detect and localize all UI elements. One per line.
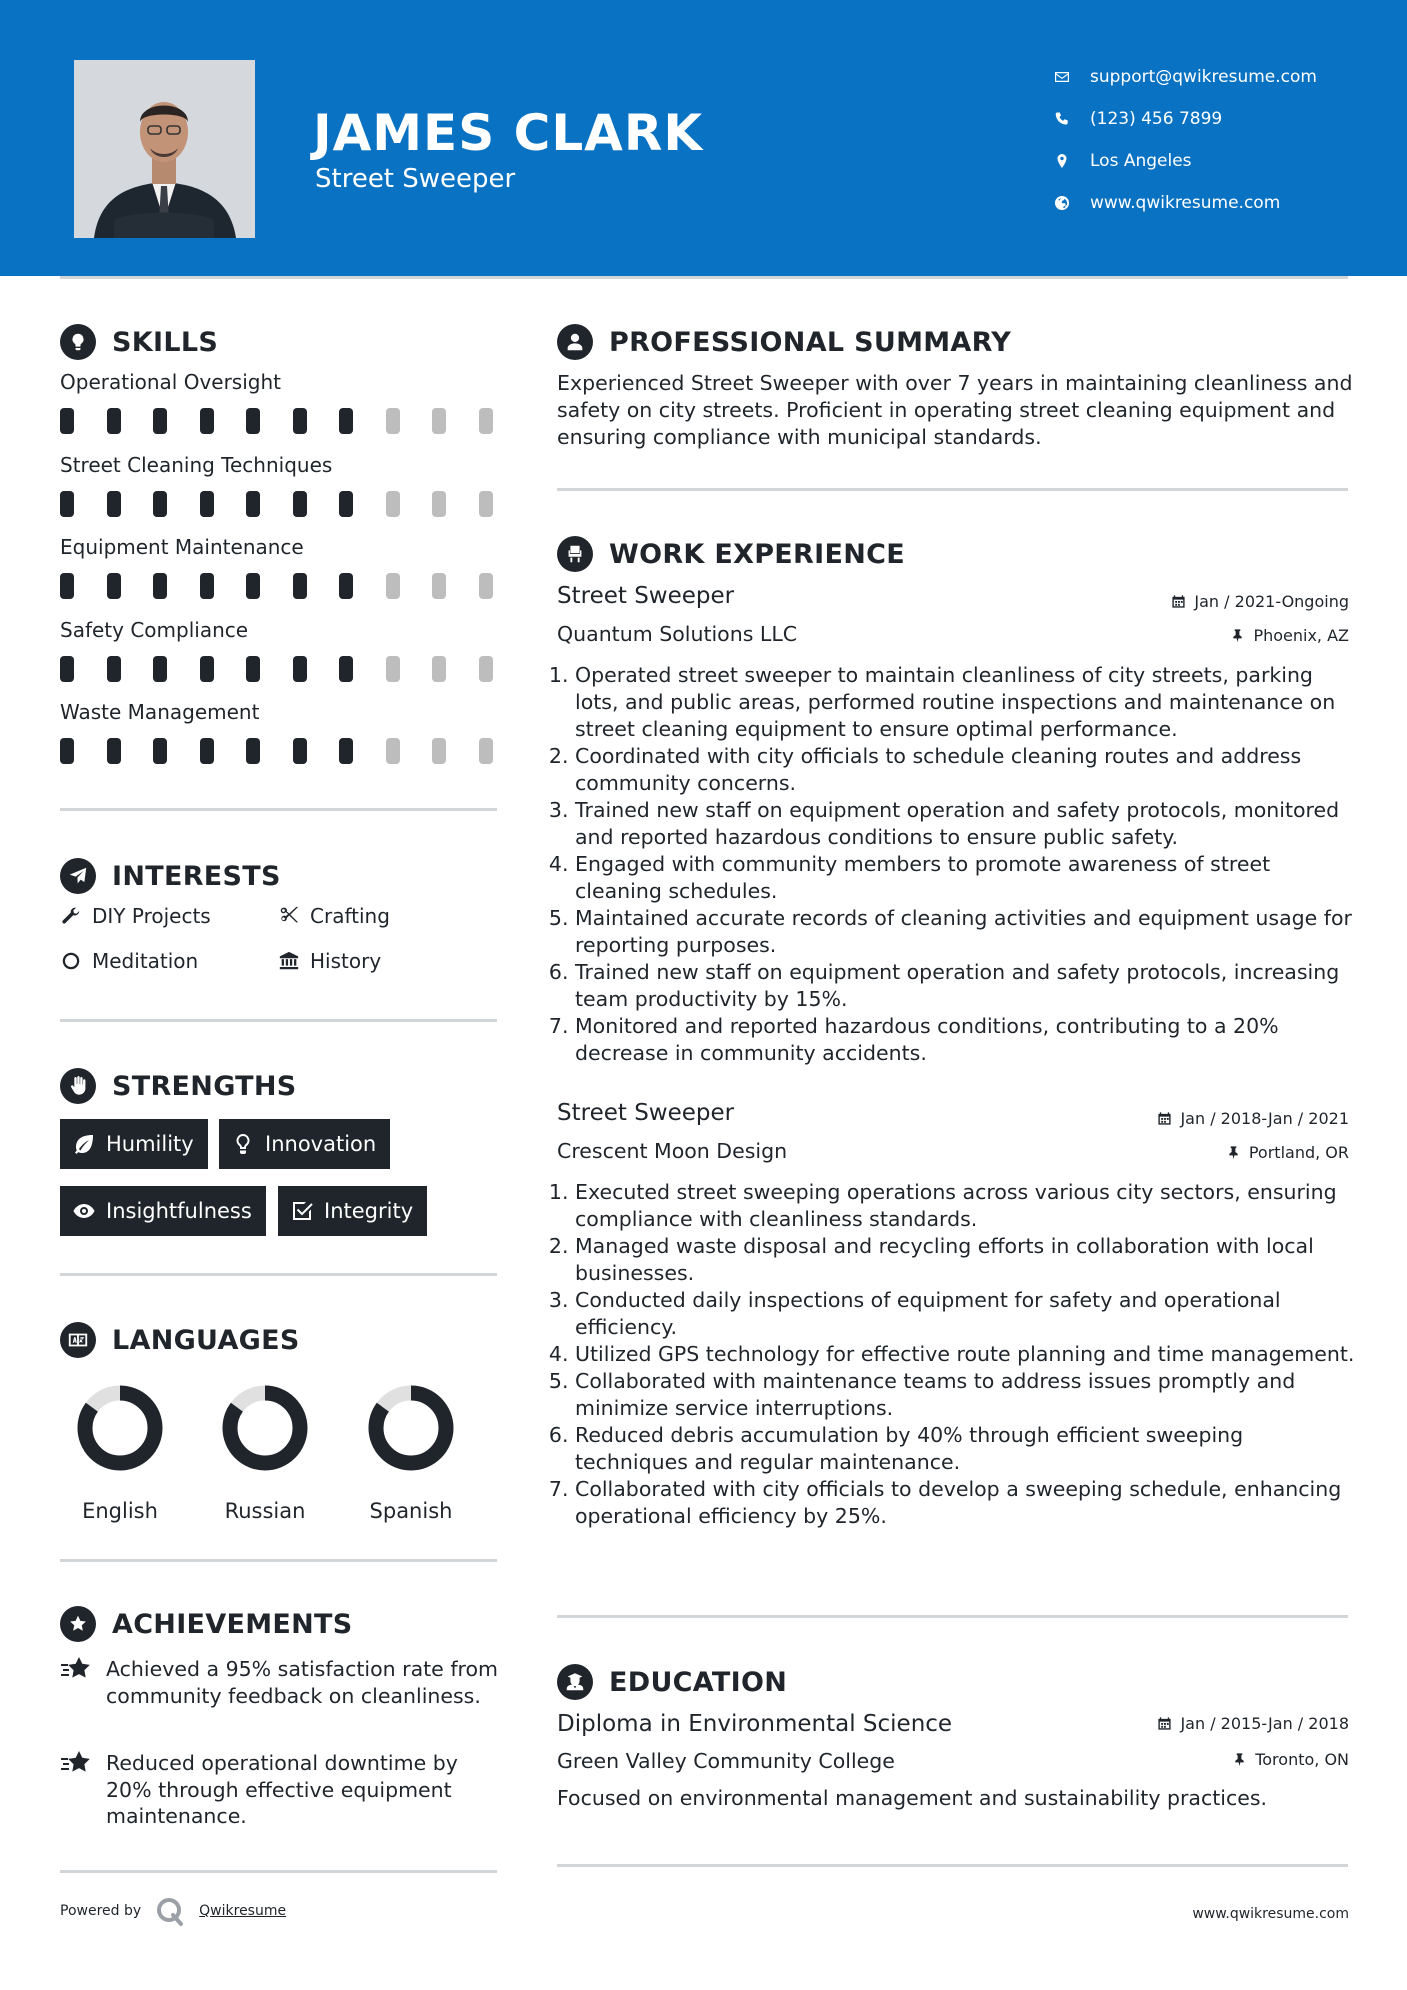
language-spanish-donut bbox=[366, 1383, 456, 1473]
summary-heading-text: PROFESSIONAL SUMMARY bbox=[609, 326, 1012, 358]
job-location bbox=[1226, 1143, 1349, 1162]
job-bullet: 2. Managed waste disposal and recycling efforts in collaboration with local businesses. bbox=[575, 1233, 1356, 1287]
language-name: English bbox=[82, 1499, 158, 1523]
profile-photo-image bbox=[74, 60, 255, 238]
circle-icon bbox=[60, 950, 82, 972]
job-bullet: 3. Conducted daily inspections of equipment for safety and operational efficiency. bbox=[575, 1287, 1356, 1341]
profile-photo bbox=[74, 60, 255, 238]
contact-list bbox=[1054, 56, 1384, 224]
skill-segment-empty bbox=[386, 573, 400, 599]
language-russian-donut bbox=[220, 1383, 310, 1473]
skill-name: Waste Management bbox=[60, 700, 260, 724]
job-bullet: 4. Utilized GPS technology for effective route planning and time management. bbox=[575, 1341, 1356, 1368]
interests-heading bbox=[60, 858, 281, 894]
language-spanish bbox=[336, 1383, 486, 1523]
skill-segment-filled bbox=[246, 573, 260, 599]
candidate-name: JAMES CLARK bbox=[313, 104, 704, 162]
achievements-heading bbox=[60, 1606, 353, 1642]
footer-website[interactable]: www.qwikresume.com bbox=[1192, 1906, 1349, 1922]
achievement-text: Achieved a 95% satisfaction rate from community feedback on cleanliness. bbox=[106, 1657, 499, 1708]
skill-level-bar bbox=[60, 738, 500, 764]
skill-segment-filled bbox=[60, 738, 74, 764]
contact-email-text: support@qwikresume.com bbox=[1090, 67, 1317, 87]
skill-segment-filled bbox=[200, 656, 214, 682]
job-bullet: 7. Monitored and reported hazardous conditions, contributing to a 20% decrease in community accidents. bbox=[575, 1013, 1356, 1067]
globe-icon bbox=[1054, 193, 1090, 213]
contact-location-text: Los Angeles bbox=[1090, 151, 1192, 171]
skill-segment-filled bbox=[246, 491, 260, 517]
strength-label: Innovation bbox=[265, 1132, 377, 1156]
contact-website[interactable] bbox=[1054, 182, 1384, 224]
skill-name: Equipment Maintenance bbox=[60, 535, 304, 559]
skill-segment-filled bbox=[107, 573, 121, 599]
calendar-icon bbox=[1157, 1716, 1172, 1731]
skill-name: Street Cleaning Techniques bbox=[60, 452, 333, 477]
job-location-text: Phoenix, AZ bbox=[1253, 626, 1349, 645]
interest-label: Meditation bbox=[92, 949, 199, 973]
education-description: Focused on environmental management and sustainability practices. bbox=[557, 1786, 1268, 1810]
strength-chip-integrity bbox=[278, 1186, 427, 1236]
skill-segment-empty bbox=[432, 738, 446, 764]
user-icon bbox=[557, 324, 593, 360]
calendar-icon bbox=[1157, 1111, 1172, 1126]
qwikresume-logo-icon bbox=[155, 1896, 185, 1926]
hand-icon bbox=[60, 1068, 96, 1104]
scissors-icon bbox=[278, 905, 300, 927]
education-location-text: Toronto, ON bbox=[1255, 1750, 1349, 1769]
summary-text: Experienced Street Sweeper with over 7 years in maintaining cleanliness and safety on city streets. Proficient in operating street cleaning equipment and ensuring compliance with municipal standards. bbox=[557, 371, 1353, 449]
job-bullet: 3. Trained new staff on equipment operation and safety protocols, monitored and reported hazardous conditions to ensure public safety. bbox=[575, 797, 1356, 851]
skill-segment-filled bbox=[60, 573, 74, 599]
contact-phone-text: (123) 456 7899 bbox=[1090, 109, 1223, 129]
strengths-heading-text: STRENGTHS bbox=[112, 1070, 297, 1102]
languages-divider bbox=[60, 1559, 497, 1562]
skill-segment-empty bbox=[432, 656, 446, 682]
skill-segment-empty bbox=[432, 491, 446, 517]
interest-meditation bbox=[60, 949, 198, 973]
job-bullet: 1. Executed street sweeping operations across various city sectors, ensuring compliance with cleanliness standards. bbox=[575, 1179, 1356, 1233]
achievements-heading-text: ACHIEVEMENTS bbox=[112, 1608, 353, 1640]
graduate-icon bbox=[557, 1664, 593, 1700]
job-dates-text: Jan / 2021-Ongoing bbox=[1194, 592, 1349, 611]
job-location bbox=[1230, 626, 1349, 645]
skill-segment-filled bbox=[153, 408, 167, 434]
interest-label: DIY Projects bbox=[92, 904, 211, 928]
powered-by-text: Powered by bbox=[60, 1903, 142, 1919]
interests-heading-text: INTERESTS bbox=[112, 860, 281, 892]
skill-level-bar bbox=[60, 491, 500, 517]
skill-segment-empty bbox=[479, 738, 493, 764]
skill-segment-filled bbox=[107, 738, 121, 764]
envelope-icon bbox=[1054, 67, 1090, 87]
language-russian bbox=[190, 1383, 340, 1523]
skill-segment-empty bbox=[386, 656, 400, 682]
job-bullet: 2. Coordinated with city officials to schedule cleaning routes and address community concerns. bbox=[575, 743, 1356, 797]
phone-icon bbox=[1054, 109, 1090, 129]
skill-segment-filled bbox=[246, 656, 260, 682]
achievement-item bbox=[60, 1750, 500, 1830]
skill-segment-filled bbox=[293, 491, 307, 517]
language-icon bbox=[60, 1322, 96, 1358]
contact-website-text: www.qwikresume.com bbox=[1090, 193, 1281, 213]
skill-level-bar bbox=[60, 656, 500, 682]
skill-segment-filled bbox=[107, 491, 121, 517]
skill-segment-filled bbox=[107, 656, 121, 682]
skill-segment-filled bbox=[246, 738, 260, 764]
job-dates-text: Jan / 2018-Jan / 2021 bbox=[1180, 1109, 1349, 1128]
job-role: Street Sweeper bbox=[557, 583, 735, 609]
qwikresume-link[interactable]: Qwikresume bbox=[199, 1903, 287, 1919]
strength-chip-humility bbox=[60, 1119, 208, 1169]
star-badge-icon bbox=[60, 1606, 96, 1642]
skill-segment-filled bbox=[153, 573, 167, 599]
skills-heading bbox=[60, 324, 218, 360]
summary-divider bbox=[557, 488, 1348, 491]
candidate-title: Street Sweeper bbox=[315, 164, 516, 194]
achievements-divider bbox=[60, 1870, 497, 1873]
education-dates-text: Jan / 2015-Jan / 2018 bbox=[1180, 1714, 1349, 1733]
skill-level-bar bbox=[60, 408, 500, 434]
pushpin-icon bbox=[1230, 628, 1245, 643]
job-bullet: 6. Trained new staff on equipment operation and safety protocols, increasing team productivity by 15%. bbox=[575, 959, 1356, 1013]
skill-segment-filled bbox=[200, 491, 214, 517]
education-heading-text: EDUCATION bbox=[609, 1666, 788, 1698]
footer-powered-by bbox=[60, 1896, 286, 1926]
wrench-icon bbox=[60, 905, 82, 927]
job-bullet: 1. Operated street sweeper to maintain cleanliness of city streets, parking lots, and public areas, performed routine inspections and maintenance on street cleaning equipment to ensure optimal performance. bbox=[575, 662, 1356, 743]
strengths-divider bbox=[60, 1273, 497, 1276]
skill-segment-empty bbox=[386, 491, 400, 517]
skill-segment-filled bbox=[60, 408, 74, 434]
contact-phone[interactable] bbox=[1054, 98, 1384, 140]
education-location bbox=[1232, 1750, 1349, 1769]
interest-label: Crafting bbox=[310, 904, 390, 928]
skill-segment-filled bbox=[246, 408, 260, 434]
skill-segment-filled bbox=[153, 656, 167, 682]
strength-label: Integrity bbox=[324, 1199, 414, 1223]
education-heading bbox=[557, 1664, 787, 1700]
skill-segment-empty bbox=[432, 408, 446, 434]
job-company: Crescent Moon Design bbox=[557, 1139, 788, 1163]
strength-chip-insightfulness bbox=[60, 1186, 266, 1236]
calendar-icon bbox=[1171, 594, 1186, 609]
education-degree: Diploma in Environmental Science bbox=[557, 1711, 953, 1737]
skill-segment-empty bbox=[386, 738, 400, 764]
museum-icon bbox=[278, 950, 300, 972]
language-english bbox=[45, 1383, 195, 1523]
skill-segment-empty bbox=[479, 656, 493, 682]
experience-divider bbox=[557, 1615, 1348, 1618]
job-bullet: 5. Collaborated with maintenance teams to address issues promptly and minimize service interruptions. bbox=[575, 1368, 1356, 1422]
interests-divider bbox=[60, 1019, 497, 1022]
strength-chip-innovation bbox=[219, 1119, 390, 1169]
skill-segment-filled bbox=[339, 573, 353, 599]
skills-heading-text: SKILLS bbox=[112, 326, 219, 358]
star-icon bbox=[60, 1656, 92, 1682]
skill-segment-empty bbox=[479, 408, 493, 434]
achievement-item bbox=[60, 1656, 500, 1709]
summary-heading bbox=[557, 324, 1011, 360]
language-name: Spanish bbox=[369, 1499, 453, 1523]
skill-segment-filled bbox=[293, 408, 307, 434]
star-icon bbox=[60, 1750, 92, 1776]
pushpin-icon bbox=[1226, 1145, 1241, 1160]
education-divider bbox=[557, 1864, 1348, 1867]
pushpin-icon bbox=[1232, 1752, 1247, 1767]
interest-history bbox=[278, 949, 381, 973]
skill-segment-filled bbox=[339, 491, 353, 517]
strengths-heading bbox=[60, 1068, 297, 1104]
languages-heading bbox=[60, 1322, 300, 1358]
skill-segment-empty bbox=[432, 573, 446, 599]
experience-heading-text: WORK EXPERIENCE bbox=[609, 538, 905, 570]
skill-segment-filled bbox=[200, 573, 214, 599]
strength-label: Insightfulness bbox=[106, 1199, 252, 1223]
eye-icon bbox=[72, 1199, 96, 1223]
contact-email[interactable] bbox=[1054, 56, 1384, 98]
job-bullet: 4. Engaged with community members to promote awareness of street cleaning schedules. bbox=[575, 851, 1356, 905]
skill-segment-empty bbox=[479, 573, 493, 599]
experience-heading bbox=[557, 536, 905, 572]
language-english-donut bbox=[75, 1383, 165, 1473]
education-school: Green Valley Community College bbox=[557, 1749, 895, 1773]
skill-segment-filled bbox=[107, 408, 121, 434]
lightbulb-icon bbox=[60, 324, 96, 360]
skill-segment-filled bbox=[293, 738, 307, 764]
achievement-text: Reduced operational downtime by 20% through effective equipment maintenance. bbox=[106, 1751, 458, 1828]
skill-segment-filled bbox=[339, 656, 353, 682]
job-dates bbox=[1157, 1109, 1349, 1128]
skill-name: Operational Oversight bbox=[60, 370, 281, 394]
skill-segment-filled bbox=[200, 738, 214, 764]
skill-name: Safety Compliance bbox=[60, 617, 249, 642]
skill-segment-filled bbox=[339, 738, 353, 764]
leaf-icon bbox=[72, 1132, 96, 1156]
skill-segment-filled bbox=[293, 573, 307, 599]
languages-heading-text: LANGUAGES bbox=[112, 1324, 300, 1356]
contact-location bbox=[1054, 140, 1384, 182]
job-bullet: 5. Maintained accurate records of cleaning activities and equipment usage for reporting purposes. bbox=[575, 905, 1356, 959]
skill-level-bar bbox=[60, 573, 500, 599]
skill-segment-filled bbox=[200, 408, 214, 434]
skills-divider bbox=[60, 808, 497, 811]
skill-segment-empty bbox=[386, 408, 400, 434]
lightbulb-icon bbox=[231, 1132, 255, 1156]
education-dates bbox=[1157, 1714, 1349, 1733]
map-pin-icon bbox=[1054, 151, 1090, 171]
skill-segment-filled bbox=[153, 738, 167, 764]
job-bullet: 7. Collaborated with city officials to develop a sweeping schedule, enhancing operational efficiency by 25%. bbox=[575, 1476, 1356, 1530]
skill-segment-filled bbox=[293, 656, 307, 682]
job-dates bbox=[1171, 592, 1349, 611]
skill-segment-filled bbox=[60, 656, 74, 682]
skill-segment-filled bbox=[153, 491, 167, 517]
check-square-icon bbox=[290, 1199, 314, 1223]
job-location-text: Portland, OR bbox=[1248, 1143, 1349, 1162]
paper-plane-icon bbox=[60, 858, 96, 894]
job-company: Quantum Solutions LLC bbox=[557, 622, 798, 646]
header-divider bbox=[60, 276, 1348, 279]
skill-segment-filled bbox=[339, 408, 353, 434]
job-bullets bbox=[556, 1179, 1356, 1530]
interest-crafting bbox=[278, 904, 390, 928]
language-name: Russian bbox=[224, 1499, 306, 1523]
resume-header bbox=[0, 0, 1407, 276]
job-role: Street Sweeper bbox=[557, 1100, 735, 1126]
job-bullets bbox=[556, 662, 1356, 1067]
interest-diy-projects bbox=[60, 904, 211, 928]
interest-label: History bbox=[310, 949, 382, 973]
job-bullet: 6. Reduced debris accumulation by 40% through efficient sweeping techniques and regular maintenance. bbox=[575, 1422, 1356, 1476]
skill-segment-filled bbox=[60, 491, 74, 517]
chair-icon bbox=[557, 536, 593, 572]
strength-label: Humility bbox=[106, 1132, 194, 1156]
skill-segment-empty bbox=[479, 491, 493, 517]
